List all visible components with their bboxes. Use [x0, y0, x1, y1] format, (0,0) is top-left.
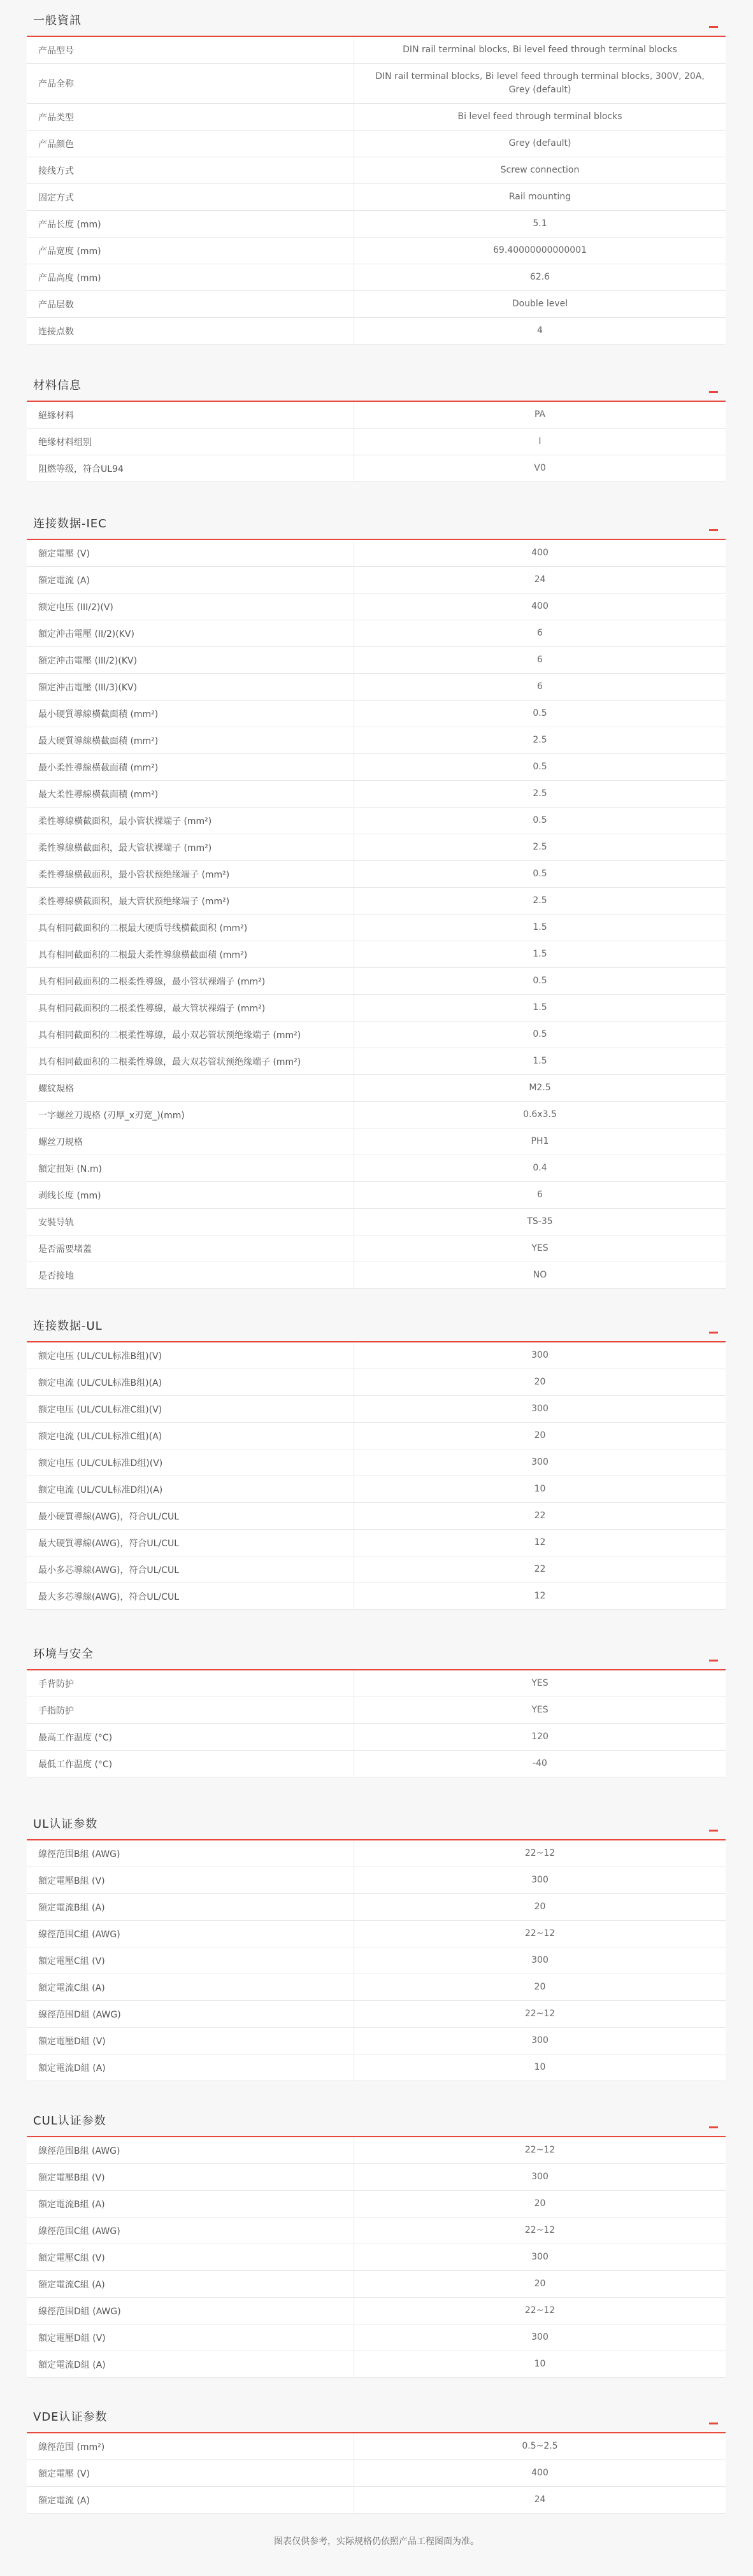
table-row: [27, 1021, 726, 1048]
row-value: 1.5: [354, 914, 726, 941]
row-label: 最大柔性導線橫截面積 (mm²): [38, 789, 159, 800]
section-connection-iec: [27, 503, 726, 1289]
row-value: DIN rail terminal blocks, Bi level feed through terminal blocks, 300V, 20A, Grey (default): [354, 64, 726, 103]
row-value: 12: [354, 1583, 726, 1609]
section-ul-cert: [27, 1804, 726, 2081]
table-row: [27, 727, 726, 754]
row-value: 0.5: [354, 968, 726, 994]
row-label: 額定電流 (A): [38, 575, 90, 586]
row-value: PH1: [354, 1128, 726, 1155]
table-row: [27, 1840, 726, 1867]
section-general: [27, 0, 726, 345]
row-label: 額定電壓D組 (V): [38, 2333, 106, 2344]
row-label: 線徑范围D組 (AWG): [38, 2306, 121, 2317]
row-value: Double level: [354, 291, 726, 317]
row-value: M2.5: [354, 1075, 726, 1101]
section-header[interactable]: [27, 1306, 726, 1342]
table-row: [27, 1449, 726, 1476]
row-label: 产品宽度 (mm): [38, 246, 101, 257]
row-label: 額定沖击電壓 (II/2)(KV): [38, 629, 134, 639]
row-label: 額定電壓B組 (V): [38, 1875, 105, 1886]
row-value: 22~12: [354, 2001, 726, 2027]
table-row: [27, 1583, 726, 1610]
row-label: 具有相同截面积的二根柔性導線，最大管状裸端子 (mm²): [38, 1003, 266, 1014]
table-row: [27, 1751, 726, 1777]
table-row: [27, 429, 726, 455]
table-row: [27, 1423, 726, 1449]
collapse-icon[interactable]: [709, 2126, 718, 2128]
table-row: [27, 1262, 726, 1289]
table-row: [27, 1670, 726, 1697]
row-label: 是否接地: [38, 1270, 74, 1281]
row-value: YES: [354, 1697, 726, 1723]
table-row: [27, 318, 726, 345]
table-row: [27, 540, 726, 567]
row-label: 连接点数: [38, 326, 74, 337]
row-label: 产品层数: [38, 299, 74, 310]
table-row: [27, 2028, 726, 2054]
row-label: 一字螺丝刀规格 (刃厚_x刃宽_)(mm): [38, 1110, 185, 1121]
table-row: [27, 264, 726, 291]
table-row: [27, 914, 726, 941]
row-label: 具有相同截面积的二根最大柔性導線橫截面積 (mm²): [38, 950, 248, 960]
row-value: Rail mounting: [354, 184, 726, 210]
section-header[interactable]: [27, 1804, 726, 1840]
row-label: 柔性導線橫截面积，最大管状预绝缘端子 (mm²): [38, 896, 230, 907]
row-value: 300: [354, 2028, 726, 2054]
collapse-icon[interactable]: [709, 1332, 718, 1334]
row-value: 2.5: [354, 834, 726, 860]
table-row: [27, 291, 726, 318]
spec-table: [27, 2433, 726, 2514]
row-value: 6: [354, 674, 726, 700]
row-label: 最小柔性導線橫截面積 (mm²): [38, 762, 159, 773]
row-value: Bi level feed through terminal blocks: [354, 104, 726, 130]
row-label: 最大硬質導線(AWG)，符合UL/CUL: [38, 1538, 180, 1549]
collapse-icon[interactable]: [709, 26, 718, 28]
row-value: 20: [354, 2191, 726, 2217]
row-value: 400: [354, 594, 726, 620]
row-label: 額定沖击電壓 (III/2)(KV): [38, 655, 138, 666]
row-label: 额定电流 (UL/CUL标准B组)(A): [38, 1377, 162, 1388]
row-label: 額定電流C組 (A): [38, 1982, 105, 1993]
row-label: 最小硬質導線(AWG)，符合UL/CUL: [38, 1511, 180, 1522]
table-row: [27, 808, 726, 834]
section-header[interactable]: [27, 1633, 726, 1670]
row-value: 22: [354, 1556, 726, 1583]
row-label: 額定電流D組 (A): [38, 2063, 106, 2074]
row-value: 300: [354, 1947, 726, 1974]
row-value: 0.5~2.5: [354, 2433, 726, 2459]
spec-table: [27, 1670, 726, 1777]
section-header[interactable]: [27, 2100, 726, 2137]
table-row: [27, 941, 726, 968]
row-label: 線徑范围 (mm²): [38, 2442, 105, 2452]
table-row: [27, 1048, 726, 1075]
row-label: 線徑范围B組 (AWG): [38, 1849, 120, 1860]
row-label: 額定電壓C組 (V): [38, 2252, 105, 2263]
row-label: 最高工作温度 (°C): [38, 1732, 113, 1743]
collapse-icon[interactable]: [709, 1660, 718, 1662]
table-row: [27, 1894, 726, 1921]
row-label: 产品类型: [38, 112, 74, 123]
row-label: 手指防护: [38, 1705, 74, 1716]
row-label: 额定电压 (UL/CUL标准B组)(V): [38, 1351, 162, 1362]
table-row: [27, 1476, 726, 1503]
spec-table: [27, 1342, 726, 1610]
table-row: [27, 37, 726, 64]
row-value: 6: [354, 647, 726, 673]
table-row: [27, 211, 726, 238]
row-label: 最小多芯導線(AWG)，符合UL/CUL: [38, 1565, 180, 1576]
row-label: 阻燃等级，符合UL94: [38, 464, 124, 474]
table-row: [27, 1182, 726, 1209]
row-value: TS-35: [354, 1209, 726, 1235]
table-row: [27, 861, 726, 888]
row-label: 具有相同截面积的二根柔性導線，最小管状裸端子 (mm²): [38, 976, 266, 987]
row-value: 0.6x3.5: [354, 1102, 726, 1128]
table-row: [27, 567, 726, 594]
row-value: YES: [354, 1235, 726, 1262]
section-title: 连接数据-IEC: [33, 517, 107, 530]
section-connection-ul: [27, 1306, 726, 1610]
row-label: 安裝导轨: [38, 1217, 74, 1228]
row-value: 400: [354, 540, 726, 566]
table-row: [27, 888, 726, 914]
row-value: 0.5: [354, 754, 726, 780]
table-row: [27, 1921, 726, 1947]
row-value: Grey (default): [354, 131, 726, 157]
row-label: 額定電壓B組 (V): [38, 2172, 105, 2183]
row-value: 20: [354, 1894, 726, 1920]
section-environment: [27, 1633, 726, 1777]
table-row: [27, 2137, 726, 2164]
row-label: 線徑范围B組 (AWG): [38, 2145, 120, 2156]
table-row: [27, 2191, 726, 2217]
section-header[interactable]: [27, 0, 726, 37]
row-label: 额定电压 (III/2)(V): [38, 602, 113, 613]
table-row: [27, 1369, 726, 1396]
table-row: [27, 455, 726, 482]
table-row: [27, 1128, 726, 1155]
table-row: [27, 238, 726, 264]
row-label: 最低工作温度 (°C): [38, 1759, 113, 1770]
row-value: 10: [354, 2351, 726, 2377]
row-label: 線徑范围C組 (AWG): [38, 2226, 120, 2237]
table-row: [27, 1102, 726, 1128]
section-header[interactable]: [27, 2396, 726, 2433]
row-value: 20: [354, 1423, 726, 1449]
section-header[interactable]: [27, 365, 726, 402]
table-row: [27, 647, 726, 674]
row-value: 6: [354, 1182, 726, 1208]
row-value: 0.5: [354, 1021, 726, 1048]
row-value: 10: [354, 1476, 726, 1502]
table-row: [27, 1974, 726, 2001]
row-label: 柔性導線橫截面积，最大管状裸端子 (mm²): [38, 843, 212, 853]
disclaimer-note: 图表仅供参考，实际规格仍依照产品工程图面为准。: [274, 2537, 479, 2547]
row-value: 400: [354, 2460, 726, 2486]
row-value: 10: [354, 2054, 726, 2081]
row-value: 69.40000000000001: [354, 238, 726, 264]
table-row: [27, 2217, 726, 2244]
row-value: 300: [354, 2244, 726, 2270]
table-row: [27, 754, 726, 781]
row-value: 1.5: [354, 941, 726, 967]
row-label: 固定方式: [38, 192, 74, 203]
table-row: [27, 1867, 726, 1894]
table-row: [27, 64, 726, 104]
row-value: 0.5: [354, 861, 726, 887]
table-row: [27, 995, 726, 1021]
section-title: CUL认证参数: [33, 2114, 106, 2128]
table-row: [27, 781, 726, 808]
row-value: 22~12: [354, 2298, 726, 2324]
spec-table: [27, 402, 726, 482]
table-row: [27, 1697, 726, 1724]
row-value: 0.4: [354, 1155, 726, 1181]
table-row: [27, 1530, 726, 1556]
table-row: [27, 1342, 726, 1369]
row-label: 产品颜色: [38, 139, 74, 150]
row-value: 2.5: [354, 888, 726, 914]
section-title: 一般資訊: [33, 14, 82, 27]
table-row: [27, 2271, 726, 2298]
row-value: 300: [354, 1342, 726, 1369]
row-value: 2.5: [354, 727, 726, 753]
row-label: 額定扭矩 (N.m): [38, 1163, 102, 1174]
row-label: 螺紋規格: [38, 1083, 74, 1094]
section-header[interactable]: [27, 503, 726, 540]
table-row: [27, 131, 726, 157]
table-row: [27, 1947, 726, 1974]
row-value: 20: [354, 2271, 726, 2297]
table-row: [27, 1235, 726, 1262]
row-label: 額定電流B組 (A): [38, 2199, 105, 2210]
table-row: [27, 620, 726, 647]
row-label: 額定電流B組 (A): [38, 1902, 105, 1913]
table-row: [27, 2001, 726, 2028]
row-value: 300: [354, 1449, 726, 1476]
table-row: [27, 1724, 726, 1751]
row-value: 5.1: [354, 211, 726, 237]
row-value: 120: [354, 1724, 726, 1750]
table-row: [27, 834, 726, 861]
section-material: [27, 365, 726, 482]
row-value: 22~12: [354, 1840, 726, 1867]
collapse-icon[interactable]: [709, 2423, 718, 2424]
row-value: Screw connection: [354, 157, 726, 183]
table-row: [27, 184, 726, 211]
row-label: 最大硬質導線橫截面積 (mm²): [38, 736, 159, 746]
row-label: 額定電壓D組 (V): [38, 2036, 106, 2047]
table-row: [27, 2433, 726, 2460]
table-row: [27, 1556, 726, 1583]
collapse-icon[interactable]: [709, 391, 718, 393]
section-vde-cert: [27, 2396, 726, 2514]
spec-table: [27, 2137, 726, 2378]
row-label: 手背防护: [38, 1679, 74, 1690]
table-row: [27, 1503, 726, 1530]
row-value: 24: [354, 2487, 726, 2513]
table-row: [27, 2487, 726, 2514]
row-value: 300: [354, 1867, 726, 1893]
section-title: VDE认证参数: [33, 2410, 108, 2424]
row-label: 具有相同截面积的二根柔性導線，最大双芯管状预绝缘端子 (mm²): [38, 1057, 301, 1067]
row-label: 产品高度 (mm): [38, 273, 101, 283]
table-row: [27, 1396, 726, 1423]
row-value: 300: [354, 2324, 726, 2351]
table-row: [27, 2244, 726, 2271]
row-value: 0.5: [354, 808, 726, 834]
row-label: 额定电压 (UL/CUL标准D组)(V): [38, 1458, 163, 1469]
row-label: 額定電壓 (V): [38, 548, 90, 559]
table-row: [27, 674, 726, 701]
row-label: 額定電壓 (V): [38, 2468, 90, 2479]
section-title: UL认证参数: [33, 1818, 98, 1831]
row-label: 螺丝刀规格: [38, 1137, 83, 1148]
table-row: [27, 594, 726, 620]
collapse-icon[interactable]: [709, 529, 718, 531]
table-row: [27, 1075, 726, 1102]
row-label: 剥线长度 (mm): [38, 1190, 101, 1201]
spec-table: [27, 1840, 726, 2081]
row-value: 12: [354, 1530, 726, 1556]
row-label: 最小硬質導線橫截面積 (mm²): [38, 709, 159, 720]
row-label: 額定電壓C組 (V): [38, 1956, 105, 1967]
table-row: [27, 2460, 726, 2487]
row-label: 柔性導線橫截面积，最小管状裸端子 (mm²): [38, 816, 212, 827]
row-label: 产品型号: [38, 45, 74, 56]
row-label: 产品全称: [38, 79, 74, 89]
row-label: 额定电流 (UL/CUL标准D组)(A): [38, 1484, 163, 1495]
row-value: 4: [354, 318, 726, 344]
row-value: 22~12: [354, 2137, 726, 2163]
table-row: [27, 1155, 726, 1182]
table-row: [27, 2324, 726, 2351]
row-value: I: [354, 429, 726, 455]
section-cul-cert: [27, 2100, 726, 2378]
row-label: 額定沖击電壓 (III/3)(KV): [38, 682, 138, 693]
row-value: 1.5: [354, 995, 726, 1021]
row-label: 是否需要堵蓋: [38, 1244, 92, 1255]
row-label: 額定電流 (A): [38, 2495, 90, 2506]
row-value: 22~12: [354, 1921, 726, 1947]
row-value: PA: [354, 402, 726, 428]
row-value: NO: [354, 1262, 726, 1288]
row-value: 24: [354, 567, 726, 593]
row-label: 产品长度 (mm): [38, 219, 101, 230]
row-value: YES: [354, 1670, 726, 1697]
table-row: [27, 157, 726, 184]
row-value: 6: [354, 620, 726, 646]
row-label: 具有相同截面积的二根最大硬质导线横截面积 (mm²): [38, 923, 248, 934]
row-label: 绝缘材料组别: [38, 437, 92, 448]
collapse-icon[interactable]: [709, 1830, 718, 1832]
row-label: 額定電流D組 (A): [38, 2359, 106, 2370]
row-value: 2.5: [354, 781, 726, 807]
row-value: 62.6: [354, 264, 726, 290]
row-value: V0: [354, 455, 726, 481]
row-label: 線徑范围D組 (AWG): [38, 2009, 121, 2020]
spec-table: [27, 37, 726, 345]
row-value: 0.5: [354, 701, 726, 727]
row-label: 額定電流C組 (A): [38, 2279, 105, 2290]
table-row: [27, 2164, 726, 2191]
row-value: 1.5: [354, 1048, 726, 1074]
table-row: [27, 2054, 726, 2081]
row-label: 接线方式: [38, 166, 74, 176]
row-label: 柔性導線橫截面积，最小管状预绝缘端子 (mm²): [38, 869, 230, 880]
row-label: 線徑范围C組 (AWG): [38, 1929, 120, 1940]
table-row: [27, 1209, 726, 1235]
row-value: 300: [354, 1396, 726, 1422]
table-row: [27, 2351, 726, 2378]
row-label: 额定电流 (UL/CUL标准C组)(A): [38, 1431, 162, 1442]
row-label: 絕緣材料: [38, 410, 74, 421]
row-value: DIN rail terminal blocks, Bi level feed through terminal blocks: [354, 37, 726, 63]
row-label: 额定电压 (UL/CUL标准C组)(V): [38, 1404, 162, 1415]
section-title: 环境与安全: [33, 1647, 94, 1661]
row-value: 300: [354, 2164, 726, 2190]
row-value: 22: [354, 1503, 726, 1529]
table-row: [27, 701, 726, 727]
section-title: 材料信息: [33, 379, 82, 392]
table-row: [27, 2298, 726, 2324]
table-row: [27, 402, 726, 429]
row-value: 20: [354, 1974, 726, 2000]
spec-table: [27, 540, 726, 1289]
row-label: 最大多芯導線(AWG)，符合UL/CUL: [38, 1591, 180, 1602]
row-value: 20: [354, 1369, 726, 1395]
table-row: [27, 968, 726, 995]
table-row: [27, 104, 726, 131]
row-label: 具有相同截面积的二根柔性導線，最小双芯管状预绝缘端子 (mm²): [38, 1030, 301, 1041]
row-value: -40: [354, 1751, 726, 1777]
section-title: 连接数据-UL: [33, 1320, 103, 1333]
row-value: 22~12: [354, 2217, 726, 2244]
